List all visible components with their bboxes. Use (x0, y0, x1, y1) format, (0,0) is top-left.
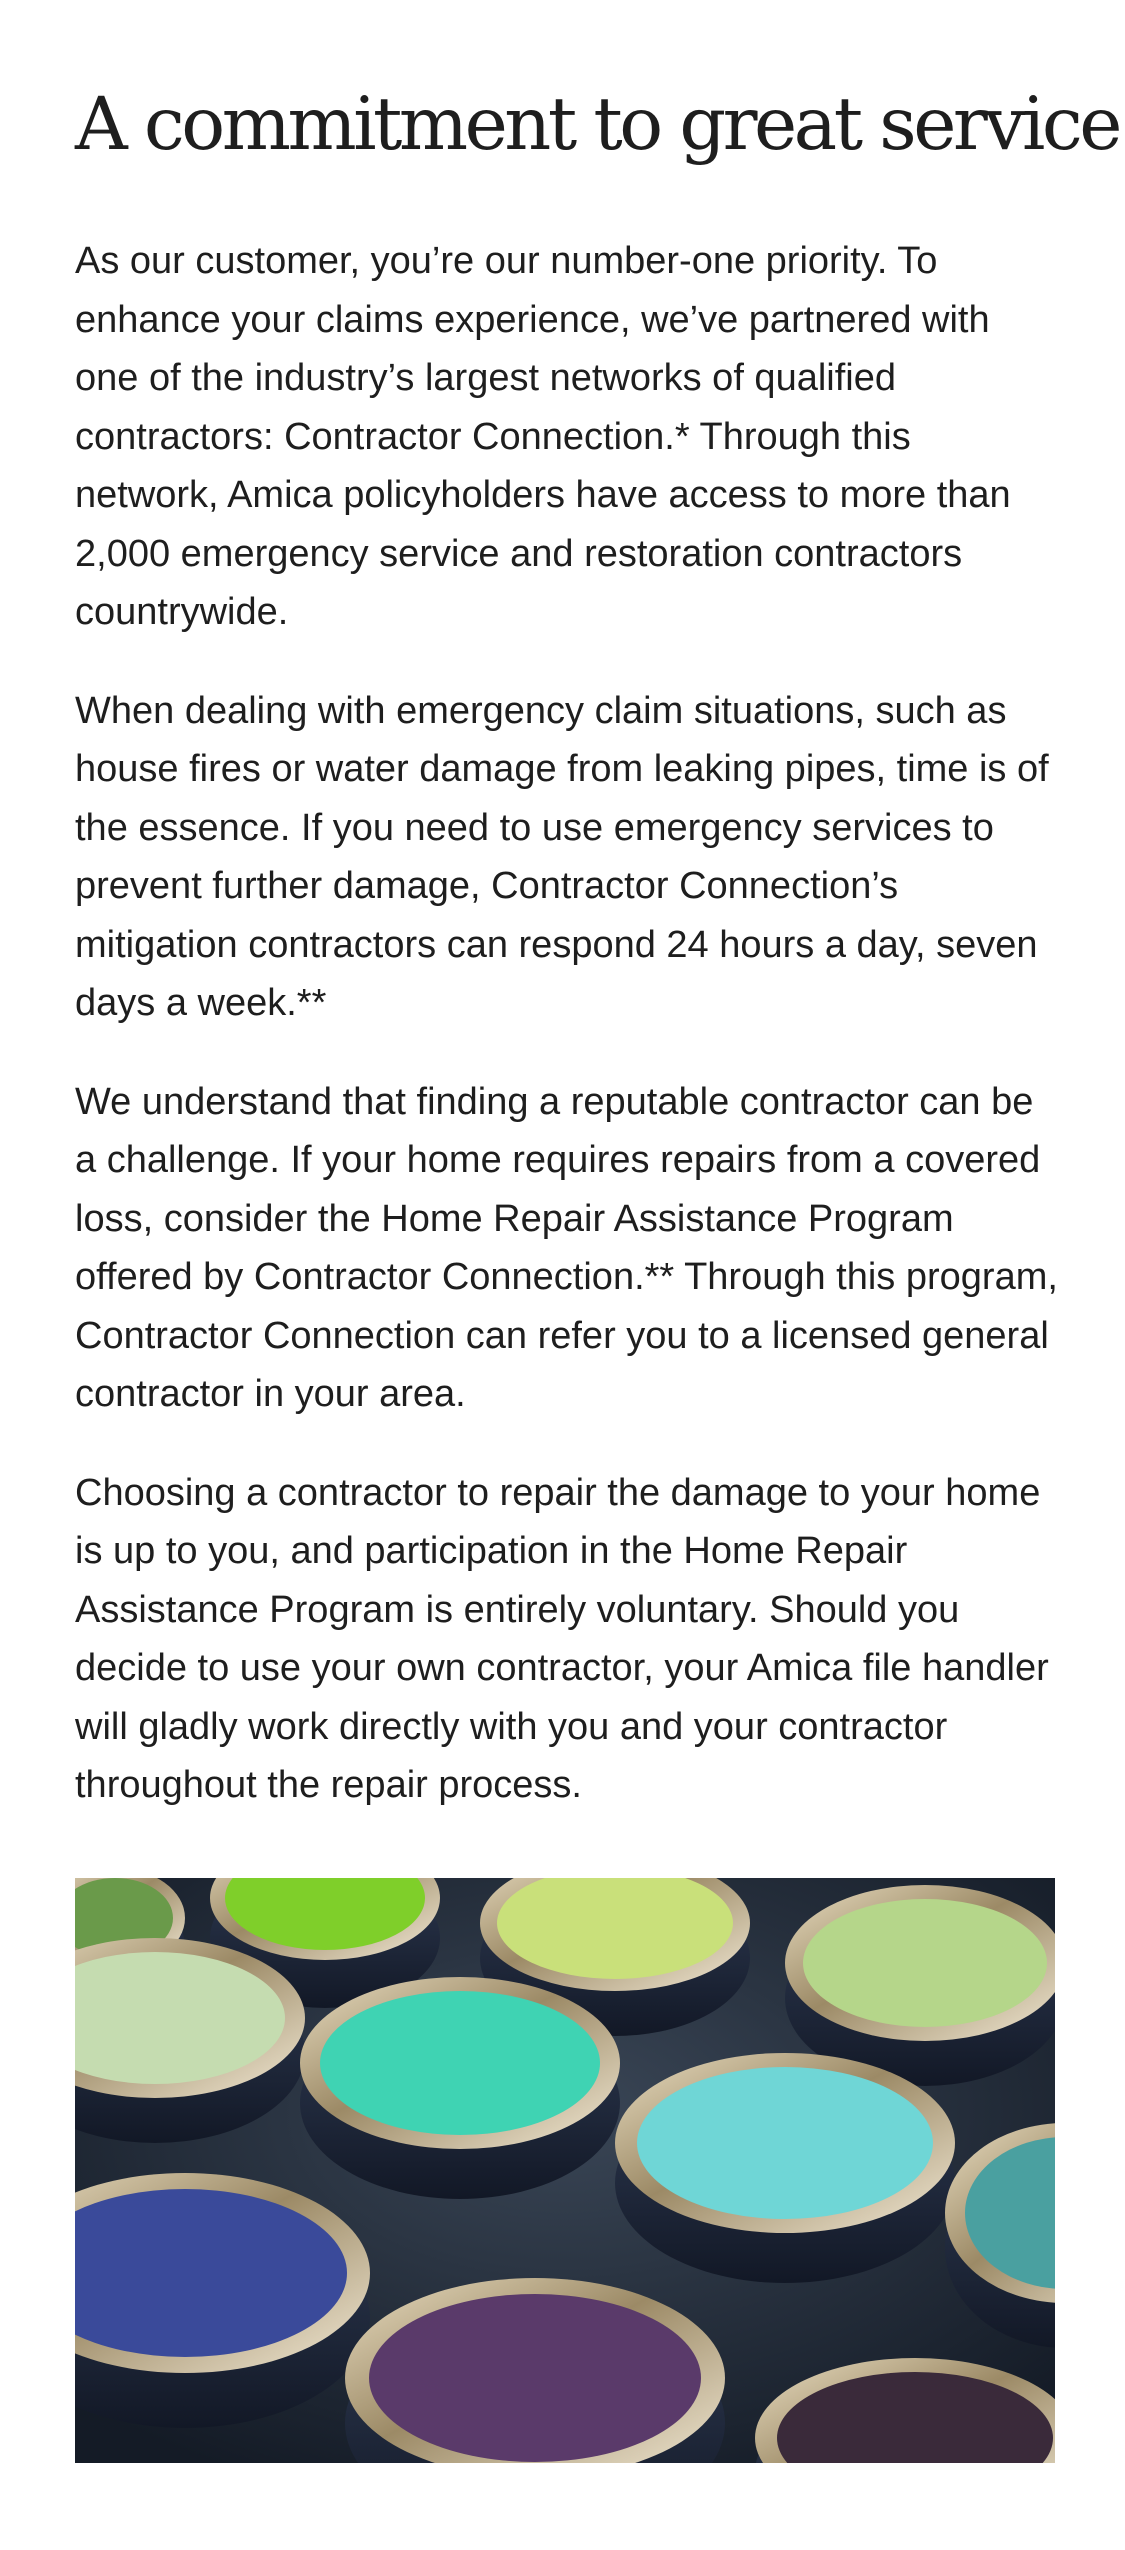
page-title: A commitment to great service (75, 82, 1119, 167)
paragraph-repair-program: We understand that finding a reputable contractor can be a challenge. If your home requires repairs from a covered loss, consider the Home Repair Assistance Program offered by Contractor Connection.** Through this program, Contractor Connection can refer you to a licensed general contractor in your area. (75, 1080, 1058, 1415)
paint-can (615, 2053, 955, 2283)
paint-cans-illustration (75, 1878, 1055, 2463)
paragraph-emergency: When dealing with emergency claim situations, such as house fires or water damage from leaking pipes, time is of the essence. If you need to use emergency services to prevent further damage, Contractor Connection’s mitigation contractors can respond 24 hours a day, seven days a week.** (75, 689, 1049, 1024)
paint-can (300, 1977, 620, 2199)
paragraph-choosing-contractor: Choosing a contractor to repair the damage to your home is up to you, and participation in the Home Repair Assistance Program is entirely voluntary. Should you decide to use your own contractor, your Amica file handler will gladly work directly with you and your contractor throughout the repair process. (75, 1471, 1049, 1806)
paint-surface (803, 1899, 1047, 2027)
paint-surface (369, 2294, 701, 2462)
paint-surface (320, 1991, 600, 2135)
paint-cans-photo (75, 1878, 1055, 2463)
article (75, 70, 1119, 1855)
paragraph-priority: As our customer, you’re our number-one priority. To enhance your claims experience, we’ve partnered with one of the industry’s largest networks of qualified contractors: Contractor Connection.* Through this network, Amica policyholders have access to more than 2,000 emergency service and restoration contractors countrywide. (75, 240, 1011, 633)
paint-surface (637, 2067, 933, 2219)
